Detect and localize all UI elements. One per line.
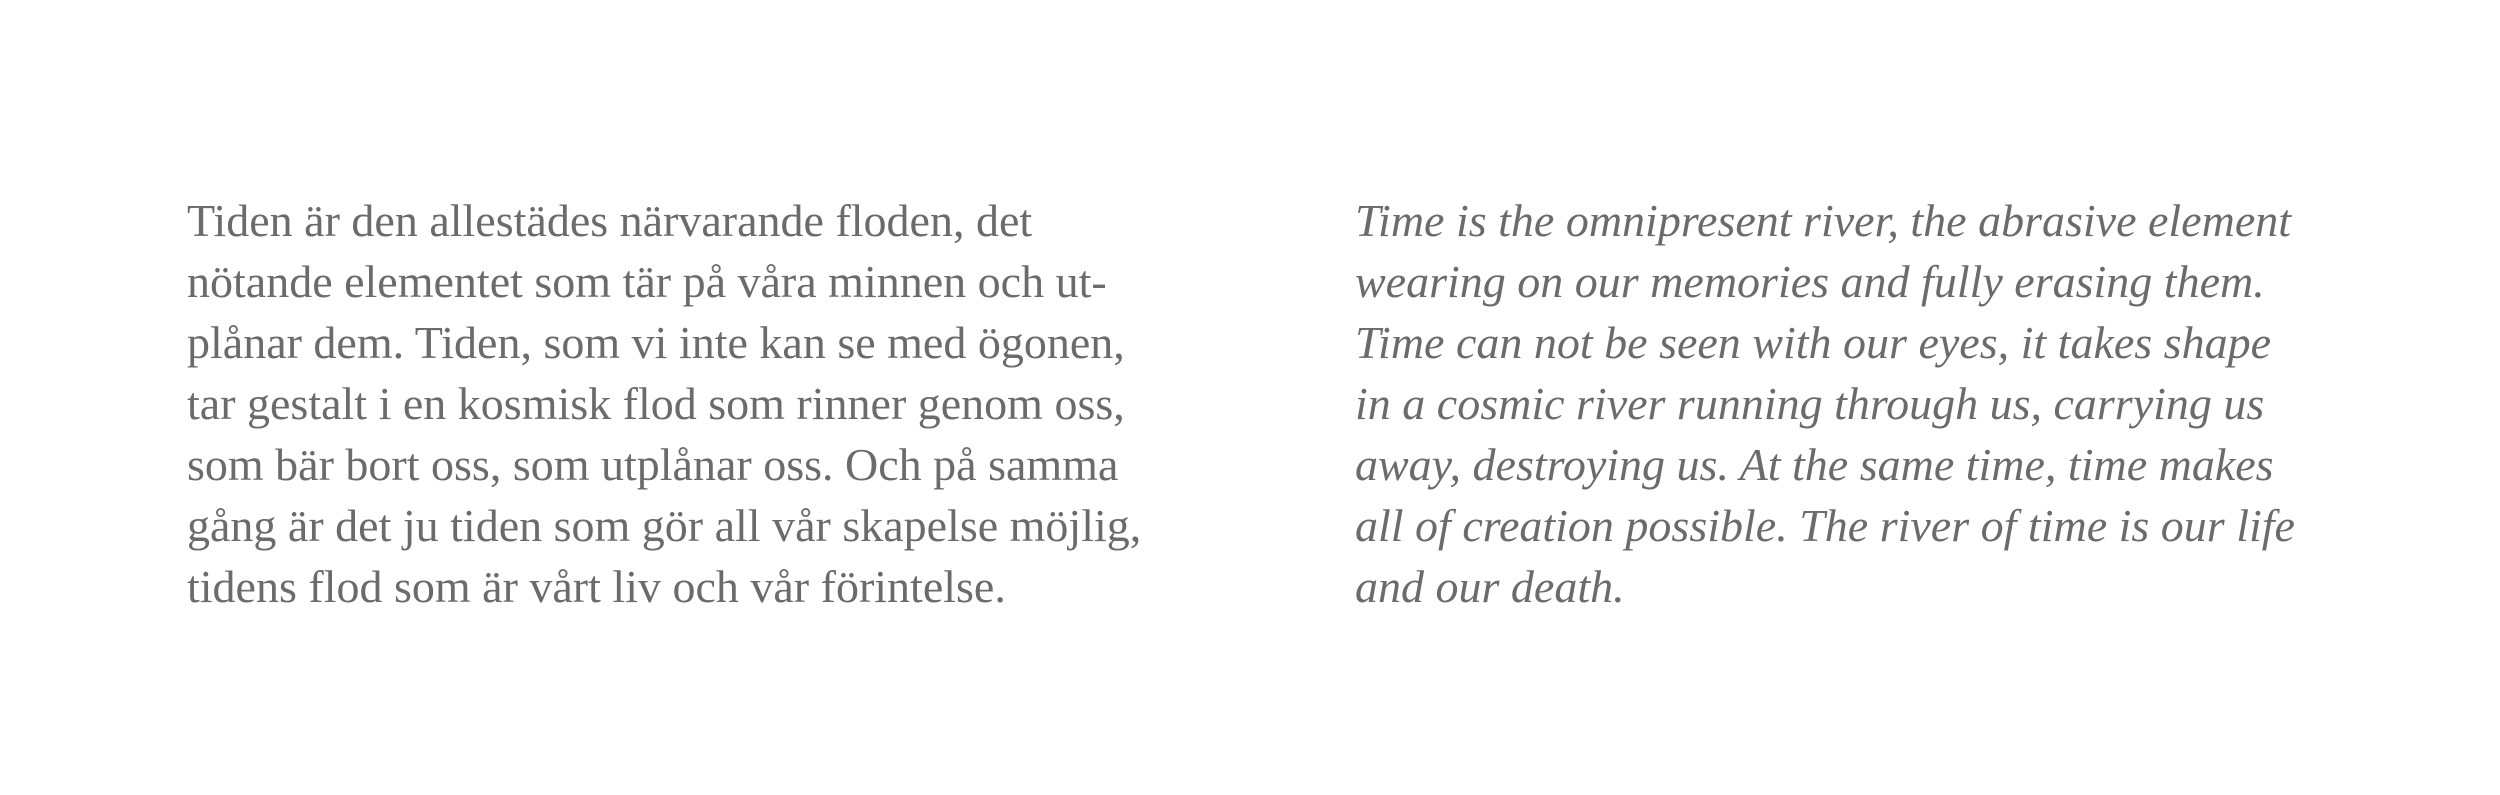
english-line: Time is the omnipresent river, the abrasive element (1355, 195, 2292, 246)
swedish-line: nötande elementet som tär på våra minnen och ut- (187, 256, 1107, 307)
swedish-line: tidens flod som är vårt liv och vår förintelse. (187, 561, 1006, 612)
swedish-line: gång är det ju tiden som gör all vår skapelse möjlig, (187, 500, 1142, 551)
english-paragraph (1355, 190, 2295, 617)
english-line: wearing on our memories and fully erasing them. (1355, 256, 2265, 307)
swedish-paragraph (187, 190, 1141, 617)
english-line: away, destroying us. At the same time, time makes (1355, 439, 2274, 490)
swedish-line: tar gestalt i en kosmisk flod som rinner genom oss, (187, 378, 1125, 429)
english-line: in a cosmic river running through us, carrying us (1355, 378, 2265, 429)
english-line: and our death. (1355, 561, 1625, 612)
swedish-line: Tiden är den allestädes närvarande floden, det (187, 195, 1033, 246)
swedish-line: plånar dem. Tiden, som vi inte kan se med ögonen, (187, 317, 1125, 368)
english-line: Time can not be seen with our eyes, it takes shape (1355, 317, 2272, 368)
swedish-line: som bär bort oss, som utplånar oss. Och på samma (187, 439, 1119, 490)
english-line: all of creation possible. The river of time is our life (1355, 500, 2295, 551)
